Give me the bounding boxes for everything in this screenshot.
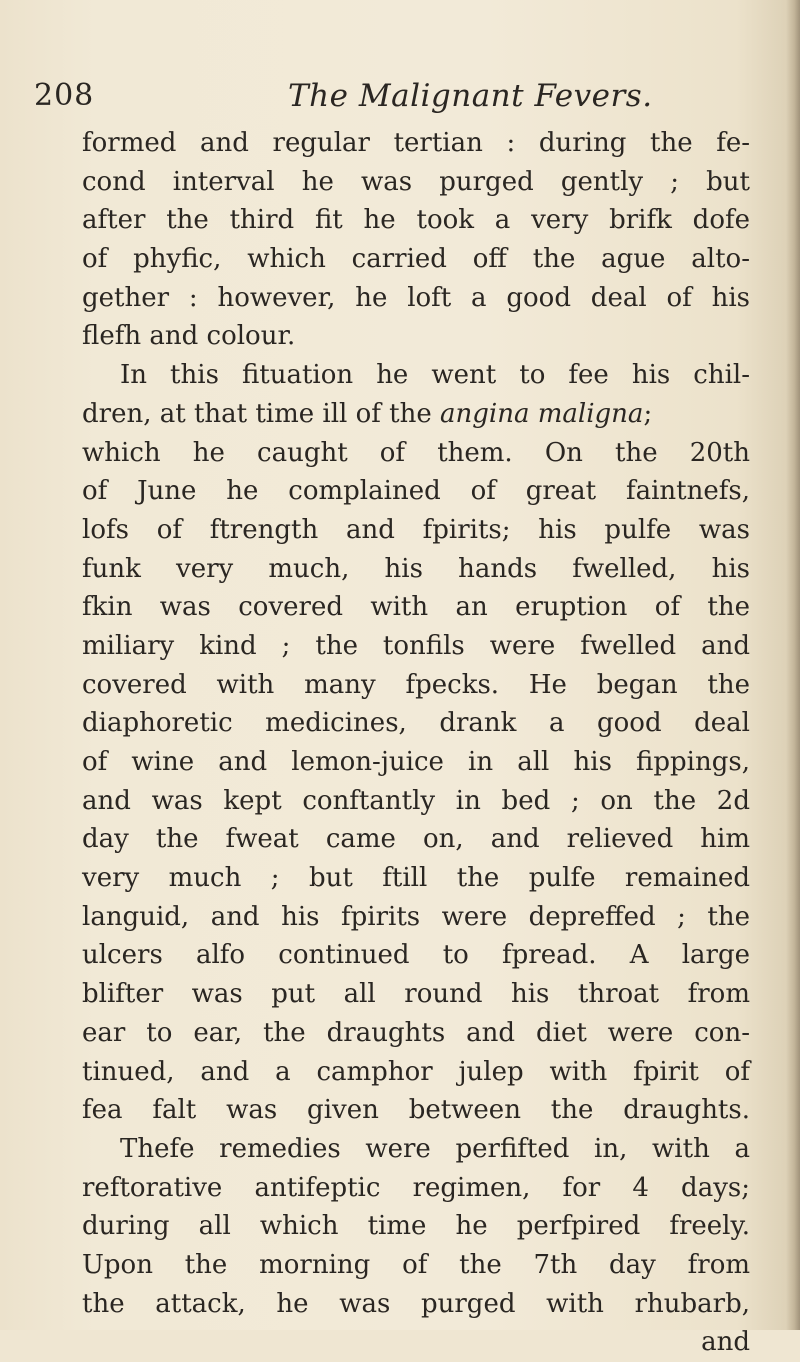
text-line: and was kept conftantly in bed ; on the 2d <box>82 785 750 816</box>
text-line: miliary kind ; the tonfils were fwelled and <box>82 630 750 661</box>
text-line: day the fweat came on, and relieved him <box>82 824 750 855</box>
text-run: ; <box>643 398 653 429</box>
text-line: gether : however, he loft a good deal of his <box>82 282 750 313</box>
body-text <box>82 124 750 1362</box>
text-line: Upon the morning of the 7th day from <box>82 1249 750 1280</box>
text-line <box>82 395 750 434</box>
text-run: dren, at that time ill of the <box>82 398 441 429</box>
text-line: In this fituation he went to fee his chil- <box>120 360 750 391</box>
text-line: during all which time he perfpired freely. <box>82 1211 750 1242</box>
text-line: flefh and colour. <box>82 321 296 352</box>
text-line: languid, and his fpirits were depreffed ; the <box>82 901 750 932</box>
text-line: tinued, and a camphor julep with fpirit of <box>82 1056 750 1087</box>
text-line: after the third fit he took a very brifk dofe <box>82 205 750 236</box>
text-line: the attack, he was purged with rhubarb, <box>82 1288 750 1319</box>
text-line: diaphoretic medicines, drank a good deal <box>82 708 750 739</box>
text-line: funk very much, his hands fwelled, his <box>82 553 750 584</box>
text-line: ulcers alfo continued to fpread. A large <box>82 940 750 971</box>
text-line: of June he complained of great faintnefs, <box>82 476 750 507</box>
page-edge-shadow <box>786 0 800 1330</box>
catchword: and <box>701 1327 750 1358</box>
text-line: which he caught of them. On the 20th <box>82 437 750 468</box>
text-line: ear to ear, the draughts and diet were con- <box>82 1017 750 1048</box>
text-line: of wine and lemon-juice in all his fippings, <box>82 747 750 777</box>
italic-term: angina maligna <box>440 398 644 429</box>
text-line: covered with many fpecks. He began the <box>82 669 750 700</box>
text-line: fea falt was given between the draughts. <box>82 1095 750 1126</box>
text-line: reftorative antifeptic regimen, for 4 days; <box>82 1172 750 1203</box>
text-line: Thefe remedies were perfifted in, with a <box>120 1133 750 1164</box>
page-header <box>0 78 800 118</box>
text-line: blifter was put all round his throat from <box>82 979 750 1010</box>
text-line: cond interval he was purged gently ; but <box>82 166 750 197</box>
text-line: of phyfic, which carried off the ague alto- <box>82 244 750 275</box>
text-line: very much ; but ftill the pulfe remained <box>82 863 750 894</box>
page-number: 208 <box>34 78 95 113</box>
running-title: The Malignant Fevers. <box>288 78 653 114</box>
text-line: formed and regular tertian : during the fe- <box>82 128 750 158</box>
text-line: fkin was covered with an eruption of the <box>82 592 750 623</box>
text-line: lofs of ftrength and fpirits; his pulfe was <box>82 514 750 545</box>
